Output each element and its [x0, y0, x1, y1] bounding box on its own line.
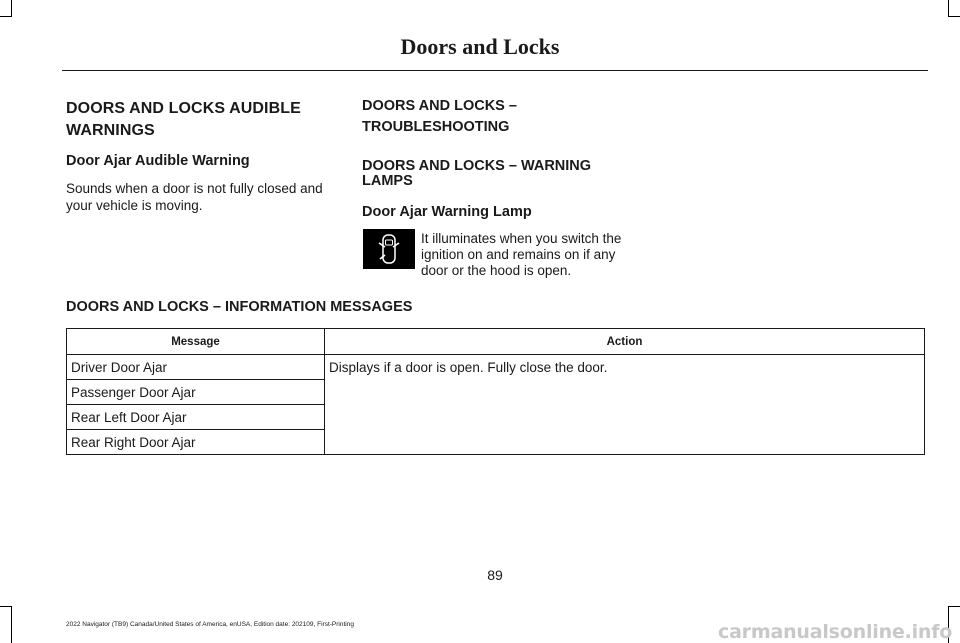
lamp-description-line1: It illuminates when you switch the	[421, 231, 622, 246]
crop-mark	[11, 0, 12, 16]
section-heading-audible-warnings-line1: DOORS AND LOCKS AUDIBLE	[66, 100, 301, 117]
door-ajar-warning-icon	[363, 229, 415, 269]
crop-mark	[0, 16, 12, 17]
message-cell: Rear Right Door Ajar	[67, 430, 325, 455]
table-header-row	[67, 329, 925, 355]
section-heading-audible-warnings-line2: WARNINGS	[66, 122, 155, 139]
watermark: carmanualsonline.info	[718, 621, 953, 643]
section-heading-information-messages: DOORS AND LOCKS – INFORMATION MESSAGES	[66, 299, 413, 315]
information-messages-table	[66, 328, 925, 455]
page-number: 89	[487, 567, 503, 583]
crop-mark	[11, 606, 12, 643]
section-heading-troubleshooting-line1: DOORS AND LOCKS –	[362, 98, 517, 114]
body-text-audible-line1: Sounds when a door is not fully closed and	[66, 181, 323, 196]
lamp-description-line2: ignition on and remains on if any	[421, 247, 616, 262]
section-heading-warning-lamps-line2: LAMPS	[362, 173, 413, 189]
page-header-title: Doors and Locks	[400, 34, 560, 59]
column-header-action: Action	[325, 329, 925, 355]
message-cell: Rear Left Door Ajar	[67, 405, 325, 430]
action-cell: Displays if a door is open. Fully close the door.	[325, 355, 925, 455]
subheading-door-ajar-audible: Door Ajar Audible Warning	[66, 153, 250, 169]
message-cell: Passenger Door Ajar	[67, 380, 325, 405]
subheading-door-ajar-lamp: Door Ajar Warning Lamp	[362, 204, 532, 220]
table-row	[67, 355, 925, 380]
crop-mark	[948, 0, 949, 16]
body-text-audible-line2: your vehicle is moving.	[66, 198, 203, 213]
crop-mark	[948, 16, 960, 17]
section-heading-warning-lamps-line1: DOORS AND LOCKS – WARNING	[362, 158, 592, 174]
lamp-description-line3: door or the hood is open.	[421, 263, 572, 278]
crop-mark	[0, 606, 12, 607]
footer-edition-info: 2022 Navigator (TB9) Canada/United States of America, enUSA, Edition date: 202109, First-Printing	[66, 621, 354, 628]
message-cell: Driver Door Ajar	[67, 355, 325, 380]
section-heading-troubleshooting-line2: TROUBLESHOOTING	[362, 119, 510, 135]
column-header-message: Message	[67, 329, 325, 355]
header-divider	[62, 70, 928, 71]
crop-mark	[948, 606, 960, 607]
